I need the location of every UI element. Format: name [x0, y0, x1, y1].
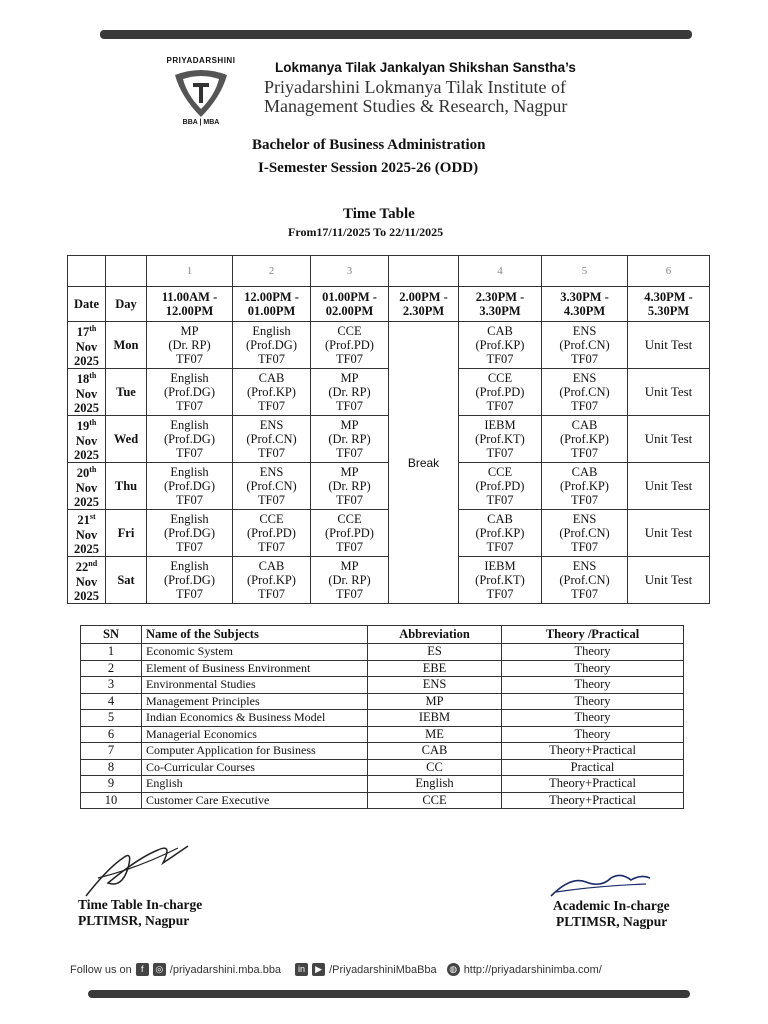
subject-name: Managerial Economics [142, 726, 368, 743]
faculty: (Prof.CN) [246, 432, 297, 446]
subject-code: English [252, 324, 291, 338]
subject-code: MP [340, 559, 359, 573]
subject-name: English [142, 776, 368, 793]
subject-name: Indian Economics & Business Model [142, 710, 368, 727]
date-day: 19 [76, 419, 90, 434]
date-month: Nov [75, 433, 98, 448]
subject-code: CAB [487, 324, 513, 338]
date-month: Nov [75, 527, 98, 542]
subject-code: MP [340, 371, 359, 385]
date-year: 2025 [74, 494, 99, 509]
subject-type: Theory [502, 726, 684, 743]
period-cell [542, 557, 628, 604]
subject-sn: 10 [81, 792, 142, 809]
subject-row [81, 792, 684, 809]
date-suffix: st [89, 512, 96, 522]
period-cell [233, 463, 311, 510]
room: TF07 [486, 352, 514, 366]
subject-code: CCE [487, 465, 513, 479]
room: TF07 [486, 399, 514, 413]
subject-type: Theory [502, 710, 684, 727]
subject-sn: 3 [81, 677, 142, 694]
subject-code: CCE [337, 512, 362, 526]
date-month: Nov [75, 386, 98, 401]
subject-row [81, 759, 684, 776]
faculty: (Prof.CN) [559, 526, 610, 540]
subject-abbreviation: ENS [368, 677, 502, 694]
unit-test-cell: Unit Test [628, 369, 710, 416]
period-number-row [68, 256, 710, 287]
subject-name: Management Principles [142, 693, 368, 710]
subject-sn: 8 [81, 759, 142, 776]
left-signatory-title: Time Table In-charge [78, 897, 203, 912]
subject-abbreviation: IEBM [368, 710, 502, 727]
subject-code: ENS [259, 418, 284, 432]
faculty: (Prof.KP) [247, 573, 296, 587]
faculty: (Prof.KP) [560, 479, 609, 493]
room: TF07 [335, 587, 364, 601]
date-year: 2025 [74, 400, 99, 415]
period-cell [147, 463, 233, 510]
period-cell [542, 463, 628, 510]
period-cell [233, 416, 311, 463]
faculty: (Prof.CN) [559, 573, 610, 587]
faculty: (Prof.KP) [560, 432, 609, 446]
date-cell [68, 322, 106, 369]
room: TF07 [257, 540, 286, 554]
room: TF07 [175, 587, 204, 601]
subject-sn: 2 [81, 660, 142, 677]
room: TF07 [257, 587, 286, 601]
subject-code: ENS [572, 371, 597, 385]
slot-header: 12.00PM - 01.00PM [233, 287, 311, 322]
period-cell [233, 510, 311, 557]
date-year: 2025 [74, 353, 99, 368]
col-subject-name: Name of the Subjects [142, 626, 368, 644]
period-cell [311, 322, 389, 369]
room: TF07 [257, 352, 286, 366]
day-cell: Mon [106, 322, 147, 369]
timetable-header-row [68, 287, 710, 322]
subject-abbreviation: English [368, 776, 502, 793]
room: TF07 [570, 587, 599, 601]
subject-sn: 6 [81, 726, 142, 743]
session-title: I-Semester Session 2025-26 (ODD) [258, 160, 479, 176]
col-sn: SN [81, 626, 142, 644]
faculty: (Prof.CN) [246, 479, 297, 493]
website-link[interactable]: http://priyadarshinimba.com/ [463, 963, 602, 976]
subject-code: CCE [487, 371, 513, 385]
logo-sub: BBA | MBA [182, 119, 220, 126]
room: TF07 [175, 540, 204, 554]
period-number: 5 [542, 256, 628, 287]
date-day: 22 [75, 560, 89, 575]
subject-code: ENS [572, 512, 597, 526]
subject-code: IEBM [484, 418, 516, 432]
period-cell [459, 463, 542, 510]
right-signatory-org: PLTIMSR, Nagpur [556, 914, 668, 929]
date-month: Nov [75, 574, 98, 589]
room: TF07 [175, 399, 204, 413]
subject-row [81, 644, 684, 661]
period-number: 2 [233, 256, 311, 287]
period-cell [233, 369, 311, 416]
date-day: 21 [77, 513, 90, 528]
subject-sn: 4 [81, 693, 142, 710]
subjects-table [80, 625, 684, 809]
subject-code: CCE [337, 324, 362, 338]
room: TF07 [570, 399, 599, 413]
subject-name: Economic System [142, 644, 368, 661]
faculty: (Prof.DG) [245, 338, 298, 352]
subject-type: Theory [502, 660, 684, 677]
subject-type: Theory [502, 677, 684, 694]
timetable [67, 255, 710, 604]
faculty: (Prof.DG) [163, 432, 216, 446]
slot-header: 4.30PM - 5.30PM [628, 287, 710, 322]
subject-sn: 1 [81, 644, 142, 661]
subject-row [81, 693, 684, 710]
subject-code: English [170, 418, 209, 432]
right-signatory-title: Academic In-charge [553, 898, 670, 913]
slot-header: 3.30PM - 4.30PM [542, 287, 628, 322]
subject-name: Co-Curricular Courses [142, 759, 368, 776]
subject-row [81, 726, 684, 743]
date-day: 20 [76, 466, 90, 481]
subject-name: Customer Care Executive [142, 792, 368, 809]
faculty: (Dr. RP) [328, 385, 371, 399]
col-day: Day [106, 287, 147, 322]
social-handle-2[interactable]: /PriyadarshiniMbaBba [329, 963, 437, 976]
faculty: (Prof.CN) [559, 338, 610, 352]
subject-code: English [170, 465, 209, 479]
room: TF07 [570, 493, 599, 507]
unit-test-cell: Unit Test [628, 463, 710, 510]
date-cell [68, 557, 106, 604]
faculty: (Prof.PD) [247, 526, 296, 540]
room: TF07 [175, 493, 204, 507]
period-cell [542, 416, 628, 463]
date-suffix: th [89, 371, 97, 381]
subject-name: Element of Business Environment [142, 660, 368, 677]
date-year: 2025 [74, 541, 99, 556]
room: TF07 [486, 493, 514, 507]
subject-sn: 9 [81, 776, 142, 793]
faculty: (Prof.KT) [475, 432, 525, 446]
subject-abbreviation: CCE [368, 792, 502, 809]
period-cell [459, 416, 542, 463]
period-cell [459, 510, 542, 557]
date-year: 2025 [74, 588, 99, 603]
period-cell [459, 369, 542, 416]
period-cell [459, 322, 542, 369]
date-range: From17/11/2025 To 22/11/2025 [288, 225, 444, 239]
day-cell: Tue [106, 369, 147, 416]
subject-type: Theory+Practical [502, 792, 684, 809]
bottom-rule [88, 990, 690, 998]
youtube-icon: ▶ [312, 963, 325, 976]
logo-emblem-icon [171, 69, 231, 119]
institute-name-line2: Management Studies & Research, Nagpur [264, 96, 568, 116]
subject-type: Theory+Practical [502, 743, 684, 760]
subject-abbreviation: MP [368, 693, 502, 710]
linkedin-icon: in [295, 963, 308, 976]
period-number: 4 [459, 256, 542, 287]
subject-code: ENS [572, 324, 597, 338]
faculty: (Prof.DG) [163, 526, 216, 540]
subject-code: ENS [572, 559, 597, 573]
subject-code: MP [180, 324, 199, 338]
period-cell [459, 557, 542, 604]
top-rule [100, 30, 692, 39]
period-cell [311, 557, 389, 604]
day-cell: Thu [106, 463, 147, 510]
footer [70, 963, 602, 976]
unit-test-cell: Unit Test [628, 510, 710, 557]
subject-row [81, 776, 684, 793]
period-cell [147, 369, 233, 416]
subject-type: Practical [502, 759, 684, 776]
period-cell [147, 510, 233, 557]
subject-code: English [170, 371, 209, 385]
period-cell [233, 322, 311, 369]
subject-type: Theory [502, 693, 684, 710]
period-number: 1 [147, 256, 233, 287]
slot-header: 2.30PM - 3.30PM [459, 287, 542, 322]
subject-row [81, 710, 684, 727]
subject-abbreviation: ME [368, 726, 502, 743]
subject-code: CAB [571, 465, 598, 479]
day-cell: Fri [106, 510, 147, 557]
subject-code: CCE [259, 512, 284, 526]
room: TF07 [257, 493, 286, 507]
faculty: (Prof.KP) [247, 385, 296, 399]
organization-name: Lokmanya Tilak Jankalyan Shikshan Sanstha’s [275, 60, 576, 75]
period-cell [311, 369, 389, 416]
room: TF07 [486, 446, 514, 460]
subject-sn: 5 [81, 710, 142, 727]
left-signatory-org: PLTIMSR, Nagpur [78, 913, 190, 928]
subject-row [81, 660, 684, 677]
faculty: (Prof.CN) [559, 385, 610, 399]
room: TF07 [175, 446, 204, 460]
slot-header: 01.00PM - 02.00PM [311, 287, 389, 322]
period-cell [147, 322, 233, 369]
unit-test-cell: Unit Test [628, 322, 710, 369]
faculty: (Dr. RP) [328, 432, 371, 446]
date-month: Nov [75, 339, 98, 354]
period-number: 6 [628, 256, 710, 287]
faculty: (Prof.PD) [475, 479, 525, 493]
subject-code: English [170, 512, 209, 526]
social-handle-1[interactable]: /priyadarshini.mba.bba [169, 963, 282, 976]
subject-code: English [170, 559, 209, 573]
faculty: (Prof.PD) [325, 338, 374, 352]
break-cell: Break [389, 322, 459, 604]
faculty: (Prof.DG) [163, 573, 216, 587]
period-cell [147, 557, 233, 604]
period-number: 3 [311, 256, 389, 287]
subject-name: Computer Application for Business [142, 743, 368, 760]
subject-abbreviation: EBE [368, 660, 502, 677]
date-cell [68, 369, 106, 416]
subject-abbreviation: CAB [368, 743, 502, 760]
col-date: Date [68, 287, 106, 322]
unit-test-cell: Unit Test [628, 416, 710, 463]
slot-header: 11.00AM - 12.00PM [147, 287, 233, 322]
date-cell [68, 463, 106, 510]
faculty: (Dr. RP) [328, 479, 371, 493]
subject-code: CAB [571, 418, 598, 432]
faculty: (Prof.DG) [163, 385, 216, 399]
day-cell: Wed [106, 416, 147, 463]
subject-code: ENS [259, 465, 284, 479]
col-abbreviation: Abbreviation [368, 626, 502, 644]
faculty: (Dr. RP) [168, 338, 211, 352]
facebook-icon: f [136, 963, 149, 976]
timetable-incharge-signature [78, 838, 208, 903]
period-cell [311, 510, 389, 557]
subject-abbreviation: ES [368, 644, 502, 661]
room: TF07 [257, 399, 286, 413]
subject-code: CAB [487, 512, 513, 526]
col-type: Theory /Practical [502, 626, 684, 644]
logo-brand: PRIYADARSHINI [166, 56, 236, 65]
subject-code: CAB [258, 559, 285, 573]
period-cell [311, 463, 389, 510]
room: TF07 [486, 540, 514, 554]
period-cell [311, 416, 389, 463]
timetable-row [68, 322, 710, 369]
date-suffix: th [89, 418, 97, 428]
date-suffix: nd [88, 559, 98, 569]
period-cell [542, 369, 628, 416]
faculty: (Prof.KT) [475, 573, 525, 587]
follow-label: Follow us on [70, 963, 132, 976]
subject-code: IEBM [484, 559, 516, 573]
subject-row [81, 677, 684, 694]
globe-icon: ◍ [447, 963, 460, 976]
date-cell [68, 416, 106, 463]
subject-name: Environmental Studies [142, 677, 368, 694]
slot-header: 2.00PM - 2.30PM [389, 287, 459, 322]
subject-code: CAB [258, 371, 285, 385]
subject-type: Theory+Practical [502, 776, 684, 793]
subject-abbreviation: CC [368, 759, 502, 776]
room: TF07 [570, 540, 599, 554]
room: TF07 [570, 446, 599, 460]
programme-title: Bachelor of Business Administration [252, 137, 486, 153]
faculty: (Prof.KP) [475, 338, 525, 352]
subject-type: Theory [502, 644, 684, 661]
faculty: (Prof.KP) [475, 526, 525, 540]
faculty: (Prof.PD) [475, 385, 525, 399]
subjects-header-row [81, 626, 684, 644]
room: TF07 [486, 587, 514, 601]
date-year: 2025 [74, 447, 99, 462]
room: TF07 [335, 399, 364, 413]
date-day: 17 [76, 325, 90, 340]
unit-test-cell: Unit Test [628, 557, 710, 604]
faculty: (Prof.DG) [163, 479, 216, 493]
period-cell [147, 416, 233, 463]
room: TF07 [335, 352, 364, 366]
handwritten-signature-icon [546, 868, 656, 900]
handwritten-signature-icon [78, 838, 208, 898]
period-cell [233, 557, 311, 604]
faculty: (Prof.PD) [325, 526, 374, 540]
date-suffix: th [89, 324, 97, 334]
date-suffix: th [89, 465, 97, 475]
room: TF07 [335, 446, 364, 460]
room: TF07 [175, 352, 204, 366]
institute-name-line1: Priyadarshini Lokmanya Tilak Institute of [264, 77, 566, 97]
subject-row [81, 743, 684, 760]
document-title: Time Table [343, 206, 415, 222]
subject-code: MP [340, 465, 359, 479]
date-month: Nov [75, 480, 98, 495]
date-cell [68, 510, 106, 557]
instagram-icon: ◎ [153, 963, 166, 976]
room: TF07 [335, 493, 364, 507]
subject-code: MP [340, 418, 359, 432]
date-day: 18 [76, 372, 90, 387]
faculty: (Dr. RP) [328, 573, 371, 587]
room: TF07 [335, 540, 364, 554]
period-cell [542, 510, 628, 557]
institute-logo [160, 56, 242, 130]
subject-sn: 7 [81, 743, 142, 760]
room: TF07 [570, 352, 599, 366]
day-cell: Sat [106, 557, 147, 604]
room: TF07 [257, 446, 286, 460]
period-cell [542, 322, 628, 369]
